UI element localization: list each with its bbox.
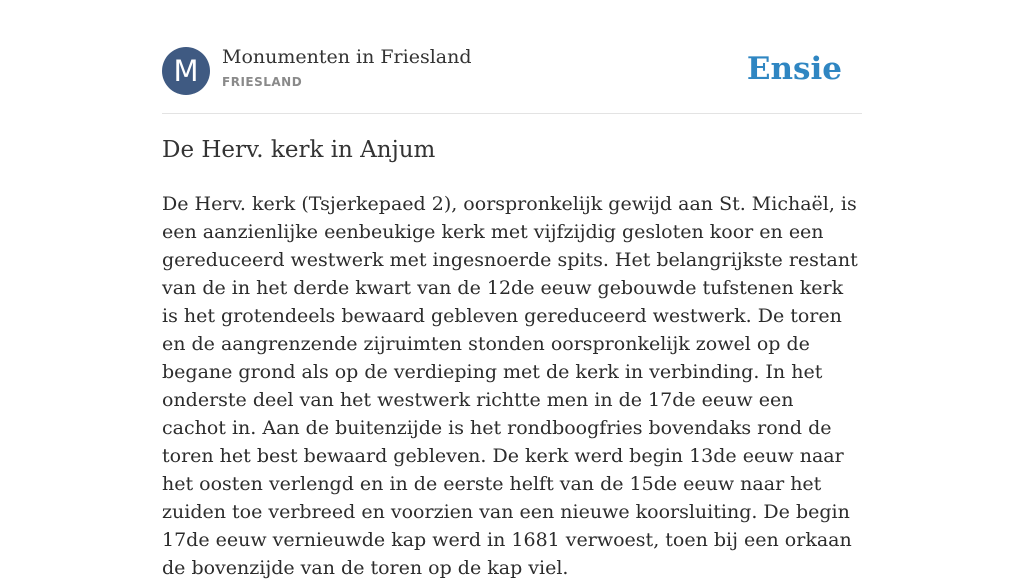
site-header [162, 46, 862, 96]
article-title: De Herv. kerk in Anjum [162, 137, 436, 163]
site-category-label[interactable]: FRIESLAND [222, 75, 303, 89]
header-divider [162, 113, 862, 114]
site-avatar[interactable]: M [162, 47, 210, 95]
site-name-link[interactable]: Monumenten in Friesland [222, 46, 472, 68]
article-body: De Herv. kerk (Tsjerkepaed 2), oorspronkelijk gewijd aan St. Michaël, is een aanzienlijke eenbeukige kerk met vijfzijdig gesloten koor en een gereduceerd westwerk met ingesnoerde spits. Het belangrijkste restant van de in het derde kwart van de 12de eeuw gebouwde tufstenen kerk is het grotendeels bewaard gebleven gereduceerd westwerk. De toren en de aangrenzende zijruimten stonden oorspronkelijk zowel op de begane grond als op de verdieping met de kerk in verbinding. In het onderste deel van het westwerk richtte men in de 17de eeuw een cachot in. Aan de buitenzijde is het rondboogfries bovendaks rond de toren het best bewaard gebleven. De kerk werd begin 13de eeuw naar het oosten verlengd en in de eerste helft van de 15de eeuw naar het zuiden toe verbreed en voorzien van een nieuwe koorsluiting. De begin 17de eeuw vernieuwde kap werd in 1681 verwoest, toen bij een orkaan de bovenzijde van de toren op de kap viel. [162, 193, 858, 579]
ensie-logo[interactable]: Ensie [746, 51, 842, 87]
article-card [162, 0, 862, 579]
